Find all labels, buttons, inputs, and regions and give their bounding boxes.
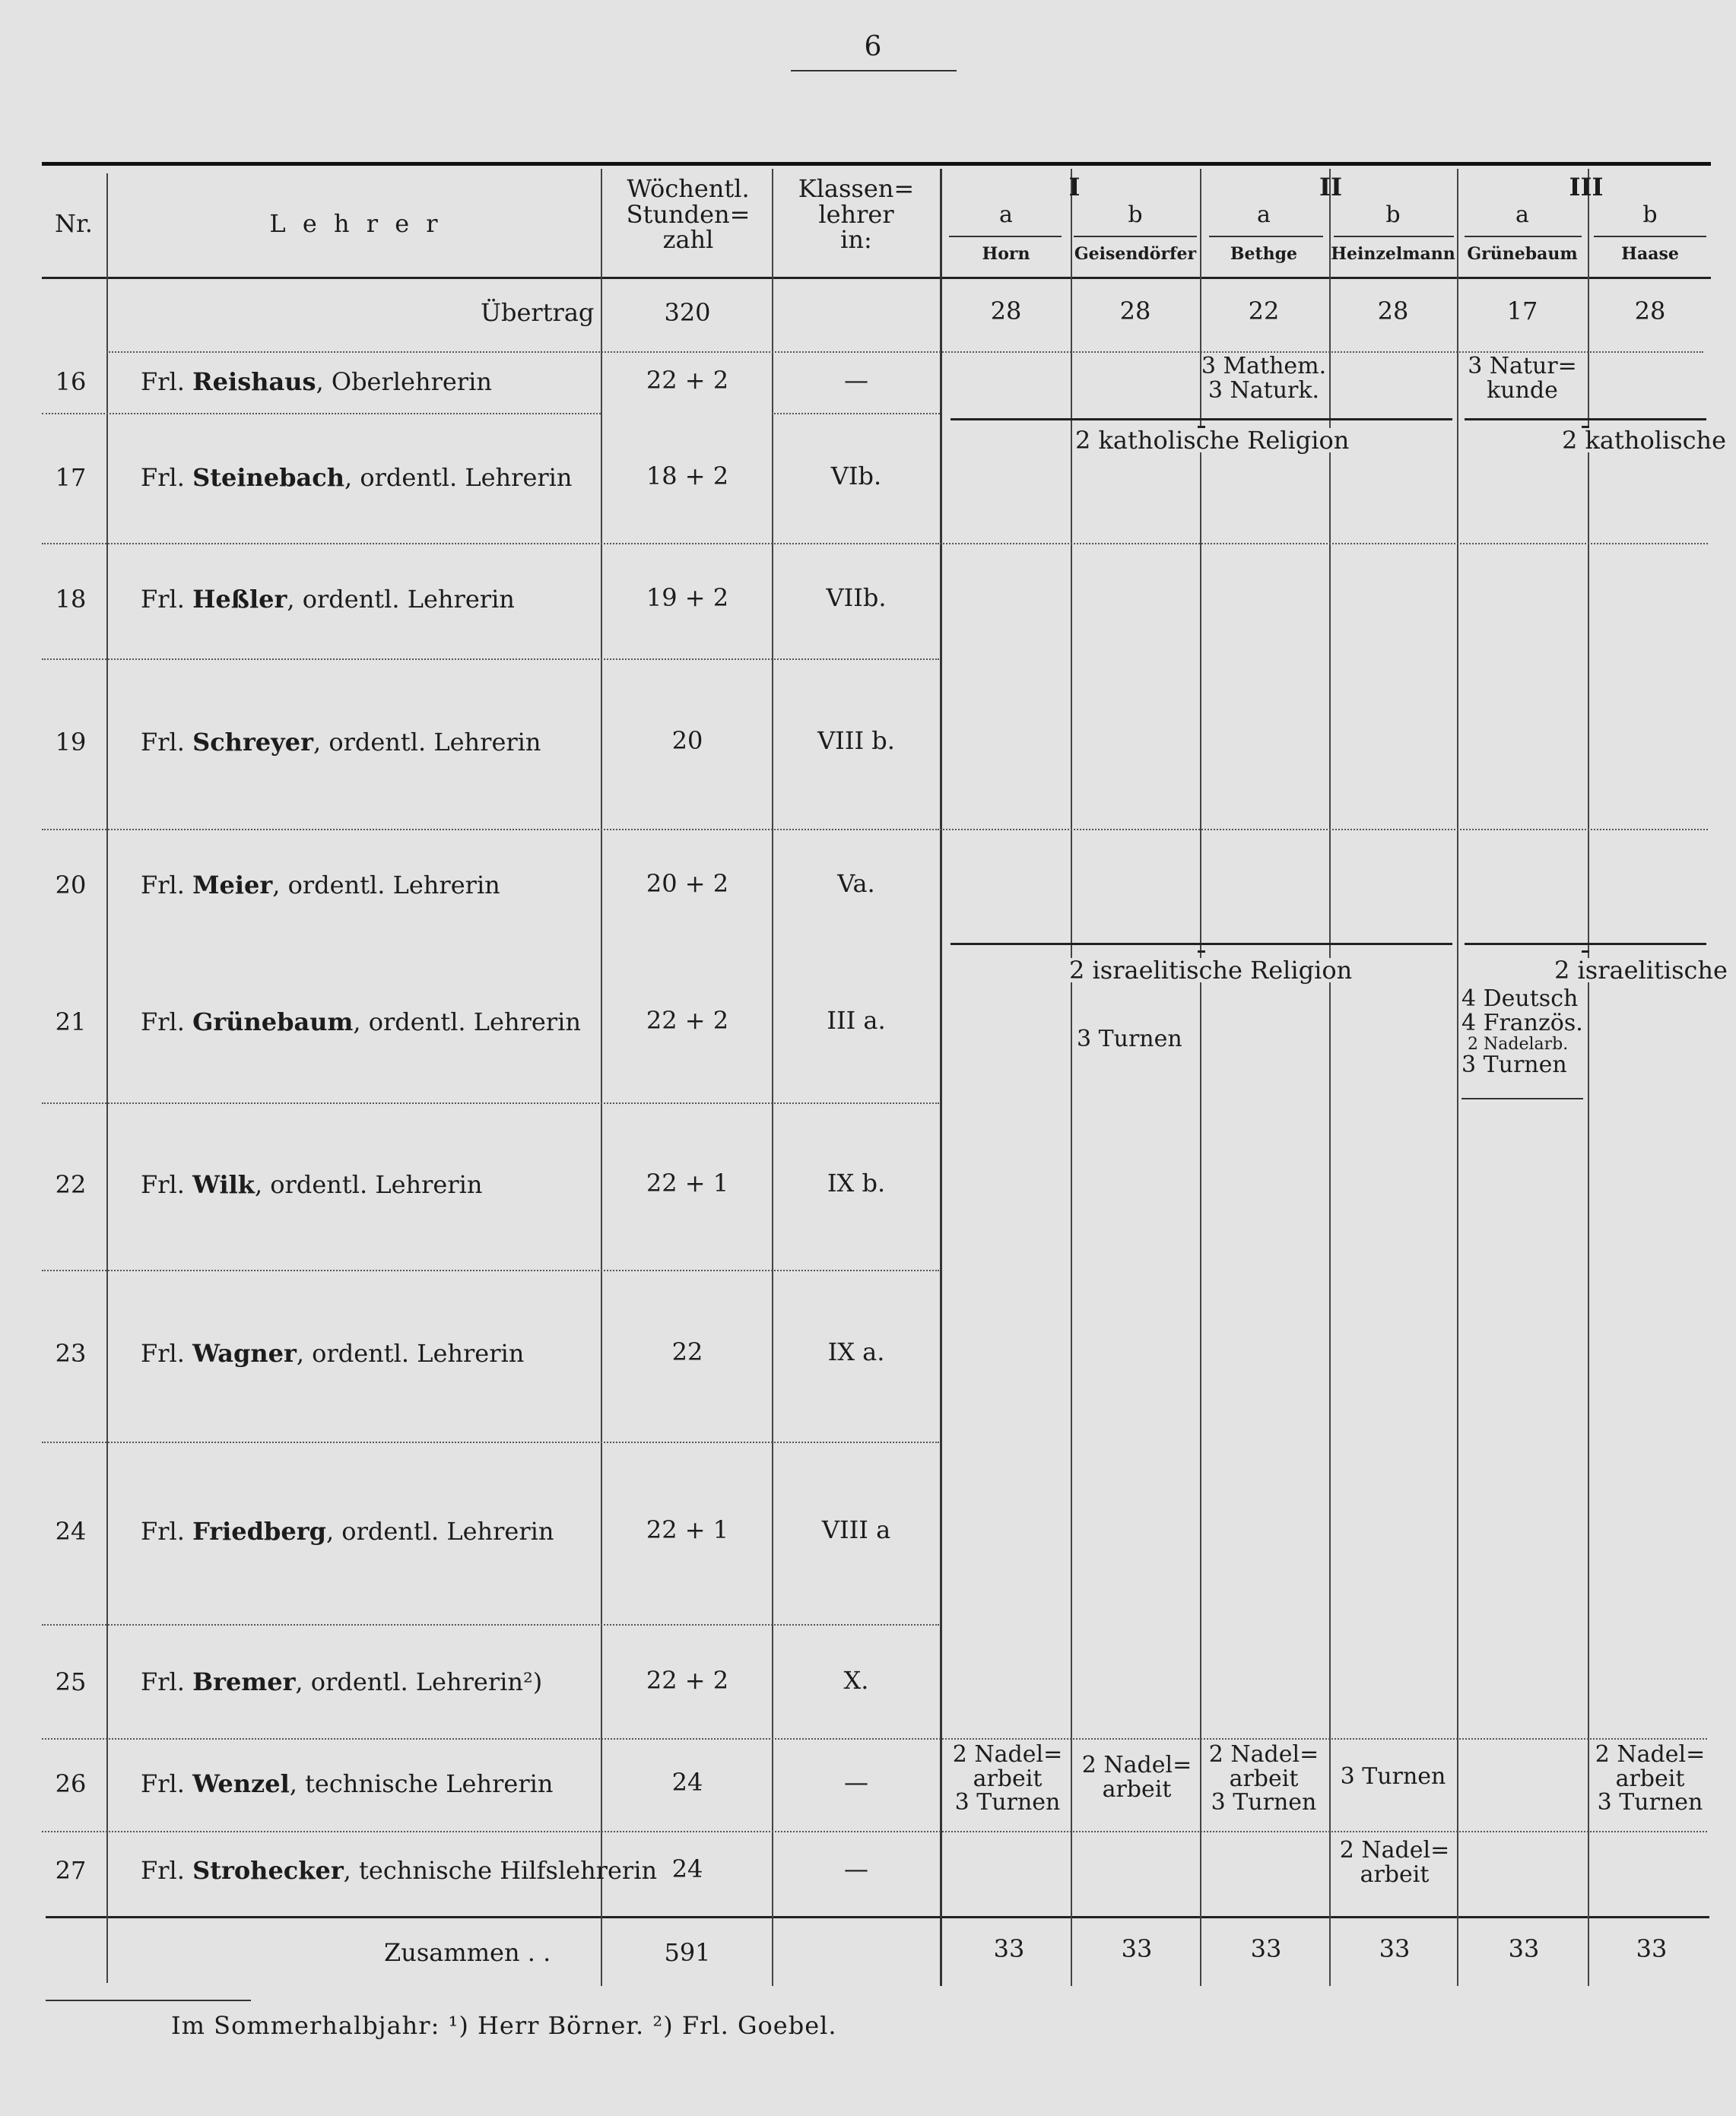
row-24-hours: 22 + 1	[646, 1515, 729, 1544]
row-27-klasse: —	[844, 1854, 868, 1883]
zusammen-IIb: 33	[1379, 1934, 1411, 1963]
row-sep	[42, 658, 939, 660]
zusammen-Ib: 33	[1121, 1934, 1153, 1963]
uebertrag-IIa: 22	[1248, 297, 1280, 325]
row-sep	[772, 413, 940, 414]
row-20-hours: 20 + 2	[646, 869, 729, 898]
row-20-nr: 20	[55, 871, 87, 899]
col-line-IIb	[1457, 169, 1458, 1986]
total-top-rule	[46, 1916, 1709, 1918]
sub-Ib-letter: b	[1128, 201, 1143, 228]
row-24-teacher: Frl. Friedberg, ordentl. Lehrerin	[141, 1517, 554, 1546]
row-24-klasse: VIII a	[821, 1515, 891, 1544]
row-22-nr: 22	[55, 1170, 87, 1199]
sub-Ia-letter: a	[999, 201, 1013, 228]
page-number: 6	[864, 31, 882, 62]
cell-16-IIa: 3 Mathem. 3 Naturk.	[1201, 353, 1327, 404]
row-19-klasse: VIII b.	[817, 726, 895, 755]
header-bottom-rule	[42, 277, 1711, 279]
row-18-klasse: VIIb.	[826, 583, 887, 612]
row-21-klasse: III a.	[827, 1006, 886, 1035]
zusammen-IIa: 33	[1250, 1934, 1282, 1963]
row-16-hours: 22 + 2	[646, 366, 729, 395]
zusammen-hours: 591	[664, 1938, 711, 1967]
cell-26-Ib: 2 Nadel= arbeit	[1081, 1752, 1192, 1803]
brace-isr-I-II	[951, 943, 1452, 956]
row-19-teacher: Frl. Schreyer, ordentl. Lehrerin	[141, 728, 541, 757]
uebertrag-Ib: 28	[1119, 297, 1151, 325]
row-sep	[106, 351, 1703, 353]
row-23-nr: 23	[55, 1339, 87, 1368]
uebertrag-Ia: 28	[990, 297, 1022, 325]
zusammen-IIIb: 33	[1636, 1934, 1668, 1963]
row-16-nr: 16	[55, 367, 87, 396]
uebertrag-hours: 320	[664, 298, 711, 327]
row-sep	[42, 413, 601, 414]
col-line-nr	[106, 173, 108, 1983]
sub-IIa-name: Bethge	[1230, 244, 1298, 264]
row-17-nr: 17	[55, 463, 87, 492]
sub-IIIb-letter: b	[1642, 201, 1658, 228]
zusammen-IIIa: 33	[1508, 1934, 1540, 1963]
row-22-klasse: IX b.	[827, 1169, 886, 1198]
sub-IIIa-letter: a	[1515, 201, 1529, 228]
header-nr: Nr.	[55, 209, 93, 238]
col-line-klassen	[940, 169, 942, 1986]
row-21-hours: 22 + 2	[646, 1006, 729, 1035]
page-number-rule	[791, 70, 957, 71]
uebertrag-label: Übertrag	[481, 298, 595, 327]
row-22-teacher: Frl. Wilk, ordentl. Lehrerin	[141, 1170, 483, 1199]
zusammen-Ia: 33	[993, 1934, 1025, 1963]
footnote-rule	[46, 2000, 251, 2001]
row-23-klasse: IX a.	[827, 1337, 885, 1366]
row-26-klasse: —	[844, 1768, 868, 1797]
cell-21-Ib: 3 Turnen	[1077, 1026, 1182, 1052]
row-21-nr: 21	[55, 1007, 87, 1036]
row-sep	[42, 1831, 1707, 1832]
sub-rule-IIIb	[1594, 236, 1706, 237]
row-17-klasse: VIb.	[830, 462, 882, 490]
row-27-teacher: Frl. Strohecker, technische Hilfslehrerin	[141, 1856, 658, 1885]
cell-26-IIa: 2 Nadel= arbeit 3 Turnen	[1208, 1741, 1319, 1816]
cell-26-IIIb: 2 Nadel= arbeit 3 Turnen	[1595, 1741, 1706, 1816]
row-24-nr: 24	[55, 1517, 87, 1546]
row-18-teacher: Frl. Heßler, ordentl. Lehrerin	[141, 585, 515, 614]
row-18-hours: 19 + 2	[646, 583, 729, 612]
row-sep	[42, 1624, 939, 1626]
zusammen-label: Zusammen . .	[384, 1938, 551, 1967]
row-27-hours: 24	[671, 1854, 703, 1883]
cell-21-isr-I-II: 2 israelitische Religion	[1066, 958, 1355, 982]
sub-rule-IIb	[1334, 236, 1454, 237]
row-20-klasse: Va.	[837, 869, 875, 898]
row-sep	[940, 829, 1708, 830]
brace-isr-III	[1465, 943, 1706, 956]
uebertrag-IIIb: 28	[1634, 297, 1666, 325]
group-I: I	[1068, 173, 1081, 201]
sub-rule-IIIa	[1465, 236, 1582, 237]
cell-17-kath-III: 2 katholische	[1559, 428, 1729, 452]
header-stunden: Wöchentl. Stunden= zahl	[626, 174, 751, 255]
group-II: II	[1319, 173, 1342, 201]
row-16-klasse: —	[844, 366, 868, 395]
cell-17-kath-I-II: 2 katholische Religion	[1072, 428, 1352, 452]
row-20-teacher: Frl. Meier, ordentl. Lehrerin	[141, 871, 500, 899]
row-25-hours: 22 + 2	[646, 1666, 729, 1695]
row-26-hours: 24	[671, 1768, 703, 1797]
sub-rule-Ib	[1074, 236, 1197, 237]
cell-26-Ia: 2 Nadel= arbeit 3 Turnen	[952, 1741, 1063, 1816]
row-19-nr: 19	[55, 728, 87, 757]
row-22-hours: 22 + 1	[646, 1169, 729, 1198]
sub-IIIa-name: Grünebaum	[1467, 244, 1578, 264]
sub-IIa-letter: a	[1257, 201, 1271, 228]
row-25-teacher: Frl. Bremer, ordentl. Lehrerin²)	[141, 1667, 543, 1696]
cell-21-IIIa: 4 Deutsch 4 Französ. 2 Nadelarb. 3 Turnen	[1461, 985, 1583, 1078]
table-top-rule	[42, 162, 1711, 166]
uebertrag-IIIa: 17	[1506, 297, 1538, 325]
row-17-hours: 18 + 2	[646, 462, 729, 490]
sub-Ib-name: Geisendörfer	[1074, 244, 1197, 264]
sub-Ia-name: Horn	[982, 244, 1030, 264]
header-lehrer: L e h r e r	[269, 209, 443, 238]
row-sep	[42, 829, 939, 830]
cell-26-IIb: 3 Turnen	[1340, 1763, 1446, 1790]
row-sep	[42, 1270, 939, 1271]
row-27-nr: 27	[55, 1856, 87, 1885]
footnote: Im Sommerhalbjahr: ¹) Herr Börner. ²) Frl. Goebel.	[171, 2011, 837, 2040]
row-25-klasse: X.	[843, 1666, 869, 1695]
col-line-stunden	[772, 169, 773, 1986]
row-sep	[42, 1442, 939, 1443]
sub-rule-IIa	[1209, 236, 1323, 237]
sub-IIIb-name: Haase	[1621, 244, 1679, 264]
cell-21-isr-III: 2 israelitische	[1551, 958, 1731, 982]
sub-rule-Ia	[949, 236, 1062, 237]
col-line-lehrer	[601, 169, 602, 1986]
sub-IIb-letter: b	[1385, 201, 1401, 228]
row-17-teacher: Frl. Steinebach, ordentl. Lehrerin	[141, 463, 573, 492]
uebertrag-IIb: 28	[1377, 297, 1409, 325]
row-23-hours: 22	[671, 1337, 703, 1366]
cell-16-IIIa: 3 Natur= kunde	[1468, 353, 1577, 404]
header-klassen: Klassen= lehrer in:	[798, 174, 915, 255]
cell-27-IIb: 2 Nadel= arbeit	[1339, 1837, 1450, 1888]
row-26-nr: 26	[55, 1769, 87, 1798]
row-25-nr: 25	[55, 1667, 87, 1696]
row-sep	[940, 543, 1708, 544]
row-26-teacher: Frl. Wenzel, technische Lehrerin	[141, 1769, 554, 1798]
row-sep	[42, 1102, 939, 1104]
sub-IIb-name: Heinzelmann	[1331, 244, 1455, 264]
cell-21-IIIa-rule	[1461, 1098, 1583, 1099]
row-sep	[42, 543, 939, 544]
row-sep	[42, 1738, 1707, 1740]
row-19-hours: 20	[671, 726, 703, 755]
row-21-teacher: Frl. Grünebaum, ordentl. Lehrerin	[141, 1007, 581, 1036]
row-16-teacher: Frl. Reishaus, Oberlehrerin	[141, 367, 492, 396]
row-18-nr: 18	[55, 585, 87, 614]
group-III: III	[1569, 173, 1604, 201]
row-23-teacher: Frl. Wagner, ordentl. Lehrerin	[141, 1339, 525, 1368]
